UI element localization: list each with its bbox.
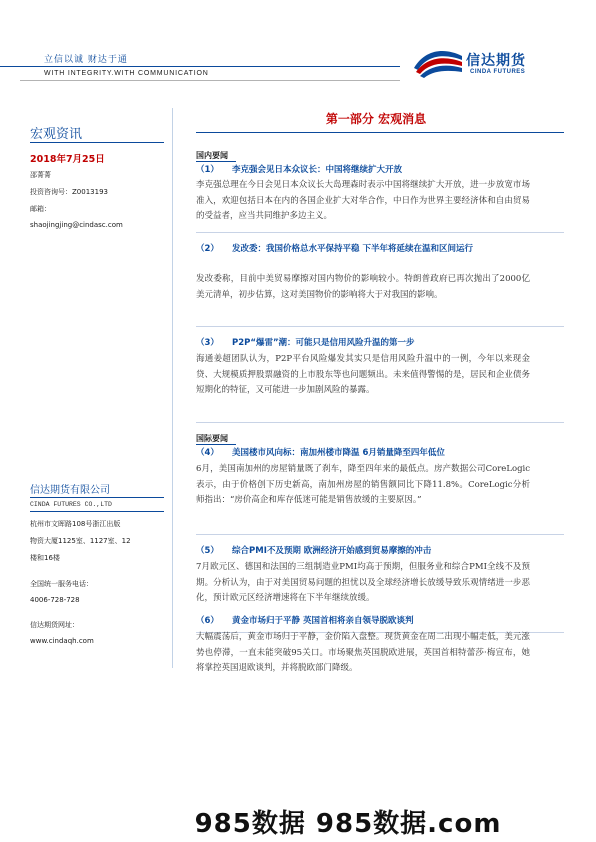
news-item-title [196,336,566,350]
section-heading-domestic: 国内要闻 [196,151,228,160]
column-divider [172,108,173,668]
email-label: 邮箱： [30,205,51,213]
section-rule [196,444,236,445]
item-rule [196,534,564,535]
news-item-number: （3） [196,338,219,348]
sidebar-rule [30,142,164,143]
news-item-headline: 黄金市场归于平静 英国首相将亲自领导脱欧谈判 [232,616,414,626]
news-item-headline: 美国楼市风向标：南加州楼市降温 6月销量降至四年低位 [232,448,445,458]
address-line: 楼和16楼 [30,554,60,562]
company-name: 信达期货有限公司 [30,485,110,496]
item-rule [196,326,564,327]
news-item-number: （6） [196,616,219,626]
news-item-number: （2） [196,244,219,254]
address-line: 物资大厦1125室、1127室、12 [30,537,131,545]
news-item-body: 海通姜超团队认为，P2P平台风险爆发其实只是信用风险升温中的一例，今年以来现金贷、大规模质押股票融资的上市股东等也问题频出。未来值得警惕的是，居民和企业债务短期化的特征，又可能进一步加剧风险的暴露。 [196,354,530,395]
header-rule-secondary [20,80,400,81]
item-rule [196,232,564,233]
logo-text-cn: 信达期货 [466,53,526,69]
company-rule [30,497,164,498]
news-item-title [196,242,566,256]
slogan-en: WITH INTEGRITY.WITH COMMUNICATION [44,70,209,77]
news-item-title [196,446,566,460]
website-label: 信达期货网址： [30,621,79,629]
news-item-body: 李克强总理在今日会见日本众议长大岛理森时表示中国将继续扩大开放，进一步放宽市场准入，欢迎包括日本在内的各国企业扩大对华合作，中日作为世界主要经济体和自由贸易的受益者，应当共同维护多边主义。 [196,180,530,221]
header-rule [0,66,400,67]
report-date: 2018年7月25日 [30,154,105,165]
news-item-headline: 李克强会见日本众议长：中国将继续扩大开放 [232,165,403,175]
hotline-label: 全国统一服务电话： [30,580,93,588]
sidebar-title: 宏观资讯 [30,127,83,142]
watermark: 985数据 985数据.com [194,809,502,839]
license-number: 投资咨询号：Z0013193 [30,188,108,196]
logo-text-en: CINDA FUTURES [470,69,526,75]
news-item-headline: P2P“爆雷”潮：可能只是信用风险升温的第一步 [232,338,415,348]
news-item-title [196,614,566,628]
news-item-body: 发改委称，目前中美贸易摩擦对国内物价的影响较小。特朗普政府已再次抛出了2000亿美元清单，初步估算，这对美国物价的影响将大于对我国的影响。 [196,274,530,300]
news-item-headline: 综合PMI不及预期 欧洲经济开始感到贸易摩擦的冲击 [232,546,432,556]
company-rule-lower [30,511,164,512]
news-item-number: （4） [196,448,219,458]
section-heading-international: 国际要闻 [196,434,228,443]
news-item-body: 6月，美国南加州的房屋销量既了刹车，降至四年来的最低点。房产数据公司CoreLogic表示，由于价格创下历史新高，南加州房屋的销售额同比下降11.8%。CoreLogic分析师指出：“房价高企和库存低迷可能是销售放缓的主要原因。” [196,464,530,505]
news-item-title [196,544,566,558]
cinda-logo-icon [412,46,466,80]
news-item-body: 7月欧元区、德国和法国的三组制造业PMI均高于预期，但服务业和综合PMI全线不及预期。分析认为，由于对美国贸易问题的担忧以及全球经济增长放缓导致乐观情绪进一步恶化，预计欧元区经济增速将在下半年继续放缓。 [196,562,530,603]
news-item-number: （1） [196,165,219,175]
slogan-cn: 立信以诚 财达于通 [44,55,128,65]
news-item-number: （5） [196,546,219,556]
address-line: 杭州市文晖路108号浙江出版 [30,520,121,528]
website-link[interactable]: www.cindaqh.com [30,637,94,645]
company-name-en: CINDA FUTURES CO.,LTD [30,501,112,508]
part-title: 第一部分 宏观消息 [325,112,427,126]
news-item-title [196,163,566,177]
section-rule [196,161,236,162]
hotline-number: 4006-728-728 [30,596,80,604]
news-item-headline: 发改委：我国价格总水平保持平稳 下半年将延续在温和区间运行 [232,244,473,254]
item-rule [196,422,564,423]
part-title-rule [196,132,564,133]
email-address[interactable]: shaojingjing@cindasc.com [30,221,123,229]
news-item-body: 大幅震荡后，黄金市场归于平静，金价陷入盘整。现货黄金在周二出现小幅走低，美元涨势也停滞，一直未能突破95关口。市场聚焦英国脱欧进展，英国首相特蕾莎·梅宣布，她将掌控英国退欧谈判，并将脱欧部门降级。 [196,632,530,673]
analyst-name: 邵菁菁 [30,171,51,179]
